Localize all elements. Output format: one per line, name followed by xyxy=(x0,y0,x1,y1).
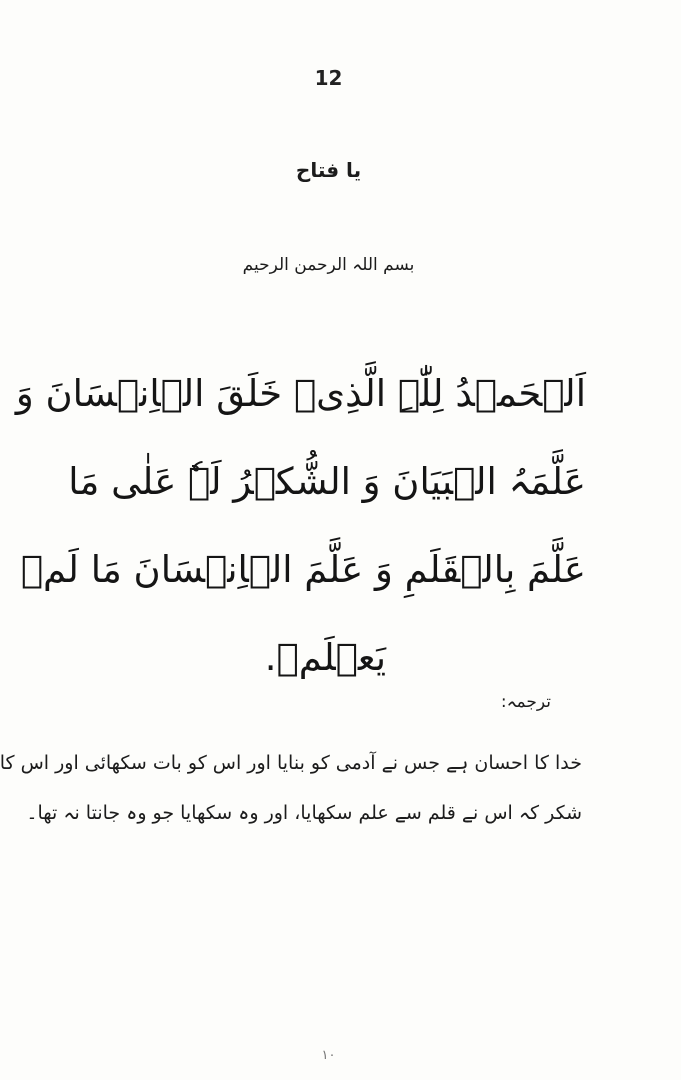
verse-line: اَلۡحَمۡدُ لِلّٰہِ الَّذِیۡ خَلَقَ الۡاِنۡسَانَ وَ xyxy=(15,372,586,415)
page-number: 12 xyxy=(314,66,343,90)
translation-line: خدا کا احسان ہے جس نے آدمی کو بنایا اور اس کو بات سکھائی اور اس کا xyxy=(0,752,582,774)
arabic-verse xyxy=(15,350,586,702)
verse-line: یَعۡلَمۡ. xyxy=(264,636,386,679)
translation-label: ترجمہ: xyxy=(500,692,551,712)
verse-line: عَلَّمَ بِالۡقَلَمِ وَ عَلَّمَ الۡاِنۡسَانَ مَا لَمۡ xyxy=(20,548,586,591)
bismillah-line: بسم اللہ الرحمن الرحیم xyxy=(242,255,415,275)
footer-mark: ۱۰ xyxy=(321,1048,336,1063)
urdu-translation xyxy=(0,738,582,838)
translation-line: شکر کہ اس نے قلم سے علم سکھایا، اور وہ سکھایا جو وہ جانتا نہ تھا۔ xyxy=(26,802,582,824)
page-heading: یا فتاح xyxy=(295,158,362,182)
verse-line: عَلَّمَہُ الۡبَیَانَ وَ الشُّکۡرُ لَہٗ عَلٰی مَا xyxy=(68,460,586,503)
